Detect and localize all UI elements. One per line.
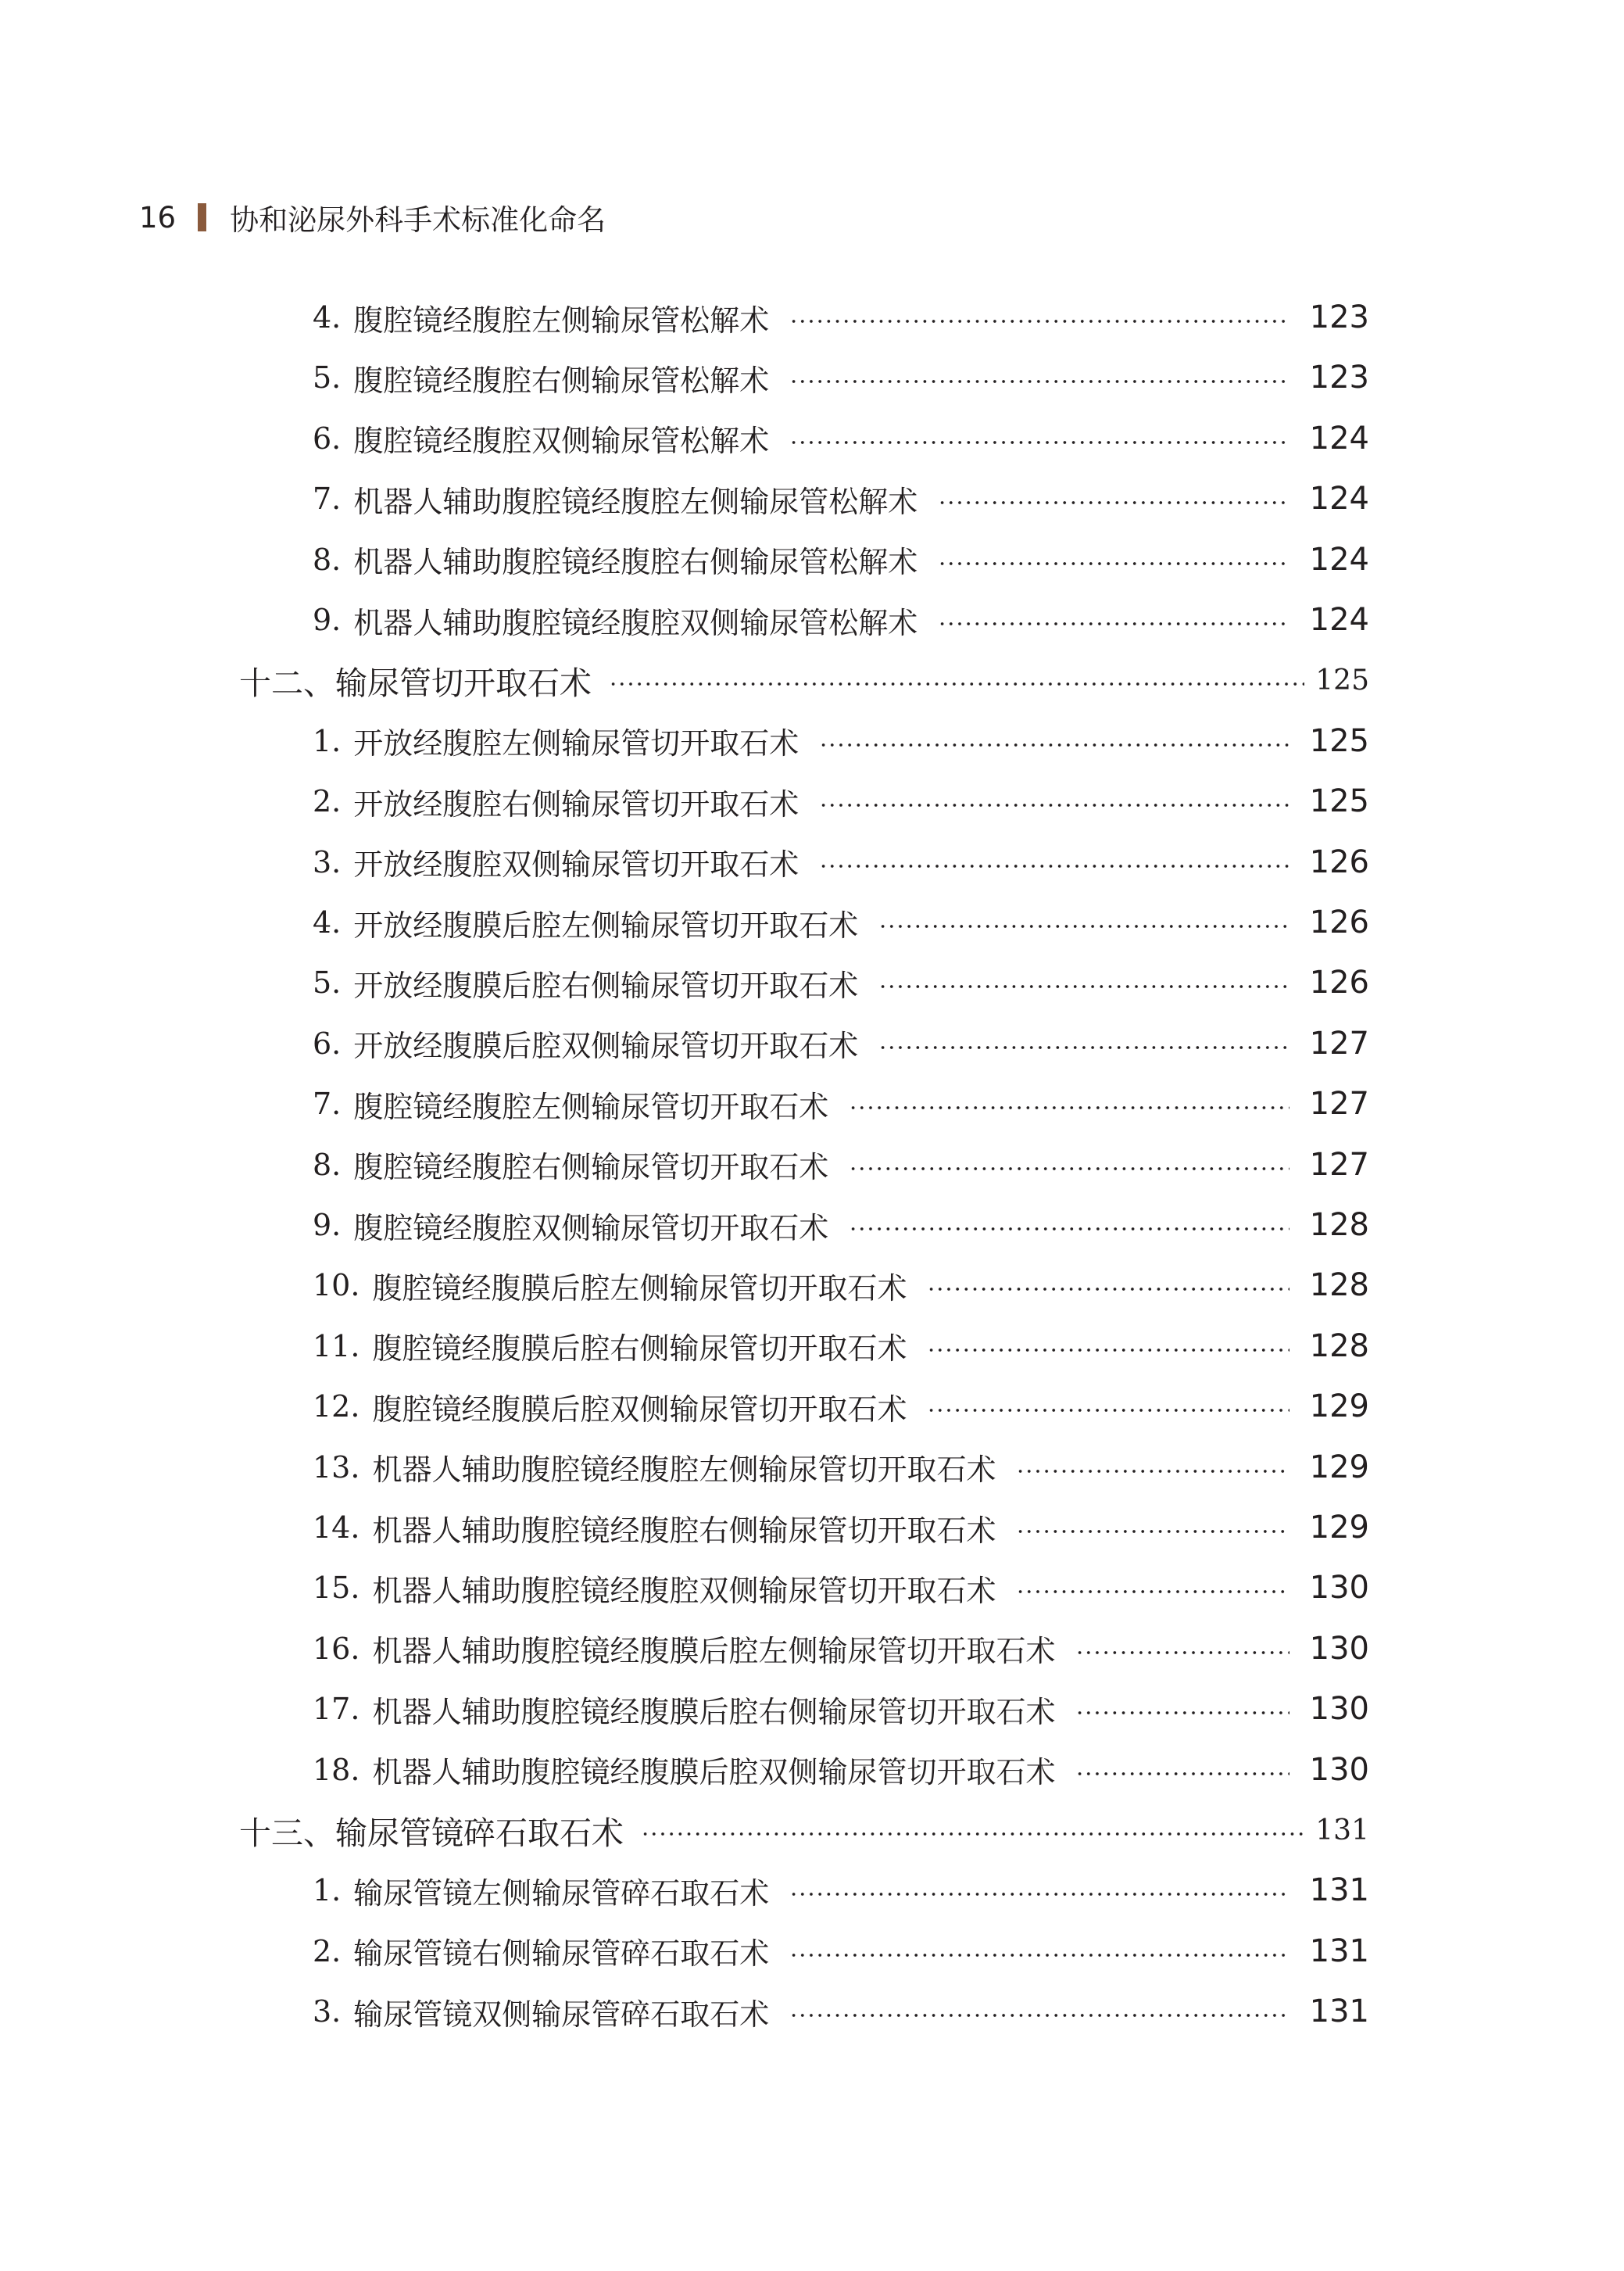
toc-entry-page: 123	[1309, 360, 1369, 396]
toc-entry-number: 14.	[313, 1510, 360, 1545]
toc-entry-number: 5.	[313, 360, 342, 396]
dot-leader	[938, 621, 1289, 627]
toc-entry-number: 6.	[313, 421, 342, 456]
toc-entry[interactable]	[313, 538, 1369, 582]
toc-entry[interactable]	[313, 1203, 1369, 1247]
toc-entry-page: 129	[1309, 1388, 1369, 1425]
toc-entry-title: 输尿管镜左侧输尿管碎石取石术	[353, 1875, 770, 1911]
toc-entry-number: 9.	[313, 1208, 342, 1242]
toc-entry[interactable]	[313, 1263, 1369, 1307]
dot-leader	[849, 1226, 1289, 1232]
toc-entry-title: 输尿管镜右侧输尿管碎石取石术	[353, 1936, 770, 1972]
toc-section-entry[interactable]	[239, 658, 1369, 702]
toc-entry-page: 124	[1309, 541, 1369, 578]
toc-entry-number: 16.	[313, 1631, 360, 1666]
toc-entry-title: 开放经腹膜后腔右侧输尿管切开取石术	[353, 968, 859, 1003]
toc-entry-page: 131	[1309, 1932, 1369, 1969]
toc-entry[interactable]	[313, 779, 1369, 823]
toc-entry-page: 125	[1309, 783, 1369, 820]
dot-leader	[849, 1166, 1289, 1172]
toc-entry-number: 11.	[313, 1328, 360, 1363]
toc-entry[interactable]	[313, 1929, 1369, 1973]
book-title: 协和泌尿外科手术标准化命名	[230, 203, 606, 237]
dot-leader	[1016, 1528, 1289, 1535]
dot-leader	[1016, 1589, 1289, 1595]
toc-entry-number: 十三、	[239, 1814, 335, 1852]
toc-entry[interactable]	[313, 1445, 1369, 1489]
dot-leader	[789, 439, 1289, 446]
dot-leader	[1075, 1650, 1289, 1656]
toc-entry[interactable]	[313, 1748, 1369, 1792]
toc-entry-page: 128	[1309, 1207, 1369, 1243]
toc-entry[interactable]	[313, 1506, 1369, 1549]
toc-entry-page: 127	[1309, 1146, 1369, 1183]
toc-entry[interactable]	[313, 417, 1369, 460]
toc-entry-page: 125	[1315, 664, 1369, 697]
toc-entry-page: 130	[1309, 1691, 1369, 1728]
toc-entry[interactable]	[313, 1384, 1369, 1428]
toc-entry-page: 131	[1309, 1993, 1369, 2030]
dot-leader	[927, 1407, 1289, 1413]
dot-leader	[927, 1286, 1289, 1292]
toc-entry[interactable]	[313, 1627, 1369, 1671]
toc-entry-title: 机器人辅助腹腔镜经腹膜后腔右侧输尿管切开取石术	[372, 1694, 1056, 1729]
toc-entry-number: 6.	[313, 1026, 342, 1061]
toc-entry-page: 124	[1309, 420, 1369, 457]
toc-entry-title: 机器人辅助腹腔镜经腹膜后腔左侧输尿管切开取石术	[372, 1634, 1056, 1669]
toc-entry-page: 130	[1309, 1630, 1369, 1667]
toc-entry-title: 机器人辅助腹腔镜经腹腔双侧输尿管松解术	[353, 605, 918, 640]
dot-leader	[819, 742, 1289, 748]
toc-entry-page: 126	[1309, 844, 1369, 880]
dot-leader	[609, 681, 1304, 687]
toc-entry-number: 18.	[313, 1752, 360, 1787]
toc-entry-page: 129	[1309, 1449, 1369, 1485]
toc-entry[interactable]	[313, 356, 1369, 399]
dot-leader	[938, 500, 1289, 506]
toc-entry-number: 8.	[313, 542, 342, 577]
toc-entry-title: 腹腔镜经腹膜后腔左侧输尿管切开取石术	[372, 1270, 907, 1306]
toc-entry-number: 8.	[313, 1147, 342, 1182]
running-head	[139, 194, 606, 241]
dot-leader	[789, 378, 1289, 385]
toc-entry[interactable]	[313, 901, 1369, 944]
page-number: 16	[139, 200, 177, 235]
dot-leader	[641, 1831, 1304, 1837]
toc-entry-title: 开放经腹腔双侧输尿管切开取石术	[353, 847, 799, 883]
toc-entry-title: 腹腔镜经腹腔右侧输尿管松解术	[353, 363, 770, 398]
toc-entry[interactable]	[313, 477, 1369, 521]
toc-entry-page: 126	[1309, 904, 1369, 940]
toc-entry[interactable]	[313, 1143, 1369, 1187]
dot-leader	[1016, 1468, 1289, 1474]
toc-entry-title: 腹腔镜经腹腔左侧输尿管切开取石术	[353, 1089, 829, 1124]
toc-entry[interactable]	[313, 1324, 1369, 1368]
toc-entry-number: 12.	[313, 1389, 360, 1424]
toc-entry-title: 输尿管镜碎石取石术	[335, 1814, 624, 1852]
dot-leader	[849, 1105, 1289, 1111]
toc-entry-page: 130	[1309, 1751, 1369, 1788]
toc-entry-title: 腹腔镜经腹膜后腔双侧输尿管切开取石术	[372, 1392, 907, 1427]
dot-leader	[789, 318, 1289, 324]
toc-entry[interactable]	[313, 1990, 1369, 2033]
toc-entry[interactable]	[313, 1868, 1369, 1912]
dot-leader	[1075, 1710, 1289, 1716]
toc-entry-page: 128	[1309, 1267, 1369, 1304]
toc-entry-number: 3.	[313, 1994, 342, 2029]
toc-entry-number: 2.	[313, 1933, 342, 1968]
toc-entry-title: 开放经腹膜后腔左侧输尿管切开取石术	[353, 908, 859, 943]
toc-entry-page: 127	[1309, 1025, 1369, 1062]
toc-entry-title: 腹腔镜经腹腔右侧输尿管切开取石术	[353, 1150, 829, 1185]
toc-entry[interactable]	[313, 840, 1369, 884]
toc-entry-number: 2.	[313, 784, 342, 819]
toc-entry-title: 机器人辅助腹腔镜经腹膜后腔双侧输尿管切开取石术	[372, 1755, 1056, 1790]
toc-entry[interactable]	[313, 719, 1369, 763]
toc-entry[interactable]	[313, 961, 1369, 1005]
toc-entry-page: 131	[1315, 1814, 1369, 1847]
toc-entry-number: 17.	[313, 1692, 360, 1727]
toc-entry-number: 4.	[313, 905, 342, 940]
toc-entry-page: 131	[1309, 1872, 1369, 1909]
toc-entry[interactable]	[313, 1082, 1369, 1126]
toc-entry-page: 129	[1309, 1510, 1369, 1546]
toc-entry-number: 15.	[313, 1571, 360, 1606]
dot-leader	[819, 802, 1289, 808]
toc-entry-title: 输尿管镜双侧输尿管碎石取石术	[353, 1997, 770, 2032]
toc-entry[interactable]	[313, 1566, 1369, 1610]
header-accent-bar	[198, 203, 206, 231]
toc-entry-title: 开放经腹膜后腔双侧输尿管切开取石术	[353, 1029, 859, 1064]
toc-entry-number: 13.	[313, 1449, 360, 1485]
toc-entry-title: 机器人辅助腹腔镜经腹腔右侧输尿管松解术	[353, 545, 918, 580]
dot-leader	[927, 1347, 1289, 1353]
toc-entry-number: 9.	[313, 603, 342, 637]
toc-entry-title: 机器人辅助腹腔镜经腹腔左侧输尿管切开取石术	[372, 1453, 996, 1488]
toc-entry-title: 输尿管切开取石术	[335, 664, 592, 702]
toc-entry-page: 124	[1309, 602, 1369, 638]
dot-leader	[878, 923, 1289, 930]
toc-entry-page: 126	[1309, 965, 1369, 1001]
toc-entry-title: 腹腔镜经腹膜后腔右侧输尿管切开取石术	[372, 1331, 907, 1367]
toc-entry-title: 开放经腹腔左侧输尿管切开取石术	[353, 726, 799, 761]
toc-entry-number: 10.	[313, 1268, 360, 1303]
dot-leader	[819, 863, 1289, 869]
toc-entry-number: 十二、	[239, 664, 335, 702]
dot-leader	[789, 2012, 1289, 2018]
toc-entry-page: 124	[1309, 481, 1369, 518]
toc-entry-number: 4.	[313, 300, 342, 335]
toc-entry-number: 7.	[313, 482, 342, 517]
toc-entry-page: 130	[1309, 1570, 1369, 1607]
toc-entry-number: 5.	[313, 965, 342, 1001]
dot-leader	[789, 1891, 1289, 1897]
toc-entry[interactable]	[313, 1687, 1369, 1731]
toc-entry-title: 腹腔镜经腹腔双侧输尿管切开取石术	[353, 1210, 829, 1245]
toc-entry-page: 127	[1309, 1086, 1369, 1123]
toc-entry-title: 开放经腹腔右侧输尿管切开取石术	[353, 786, 799, 822]
toc-entry-number: 1.	[313, 1873, 342, 1908]
dot-leader	[938, 561, 1289, 567]
toc-entry-number: 7.	[313, 1087, 342, 1122]
toc-entry-title: 腹腔镜经腹腔左侧输尿管松解术	[353, 303, 770, 338]
toc-entry[interactable]	[313, 1022, 1369, 1066]
toc-entry[interactable]	[313, 296, 1369, 339]
toc-entry-page: 128	[1309, 1327, 1369, 1364]
toc-entry-title: 机器人辅助腹腔镜经腹腔左侧输尿管松解术	[353, 484, 918, 519]
toc-section-entry[interactable]	[239, 1808, 1369, 1852]
toc-entry-title: 机器人辅助腹腔镜经腹腔右侧输尿管切开取石术	[372, 1513, 996, 1548]
dot-leader	[789, 1952, 1289, 1958]
toc-entry-title: 腹腔镜经腹腔双侧输尿管松解术	[353, 424, 770, 459]
toc-entry-page: 123	[1309, 299, 1369, 335]
toc-entry-title: 机器人辅助腹腔镜经腹腔双侧输尿管切开取石术	[372, 1573, 996, 1608]
toc-entry-page: 125	[1309, 722, 1369, 759]
dot-leader	[878, 983, 1289, 990]
toc-entry[interactable]	[313, 598, 1369, 642]
toc-entry-number: 1.	[313, 723, 342, 758]
toc-entry-number: 3.	[313, 844, 342, 879]
dot-leader	[1075, 1771, 1289, 1777]
dot-leader	[878, 1044, 1289, 1051]
